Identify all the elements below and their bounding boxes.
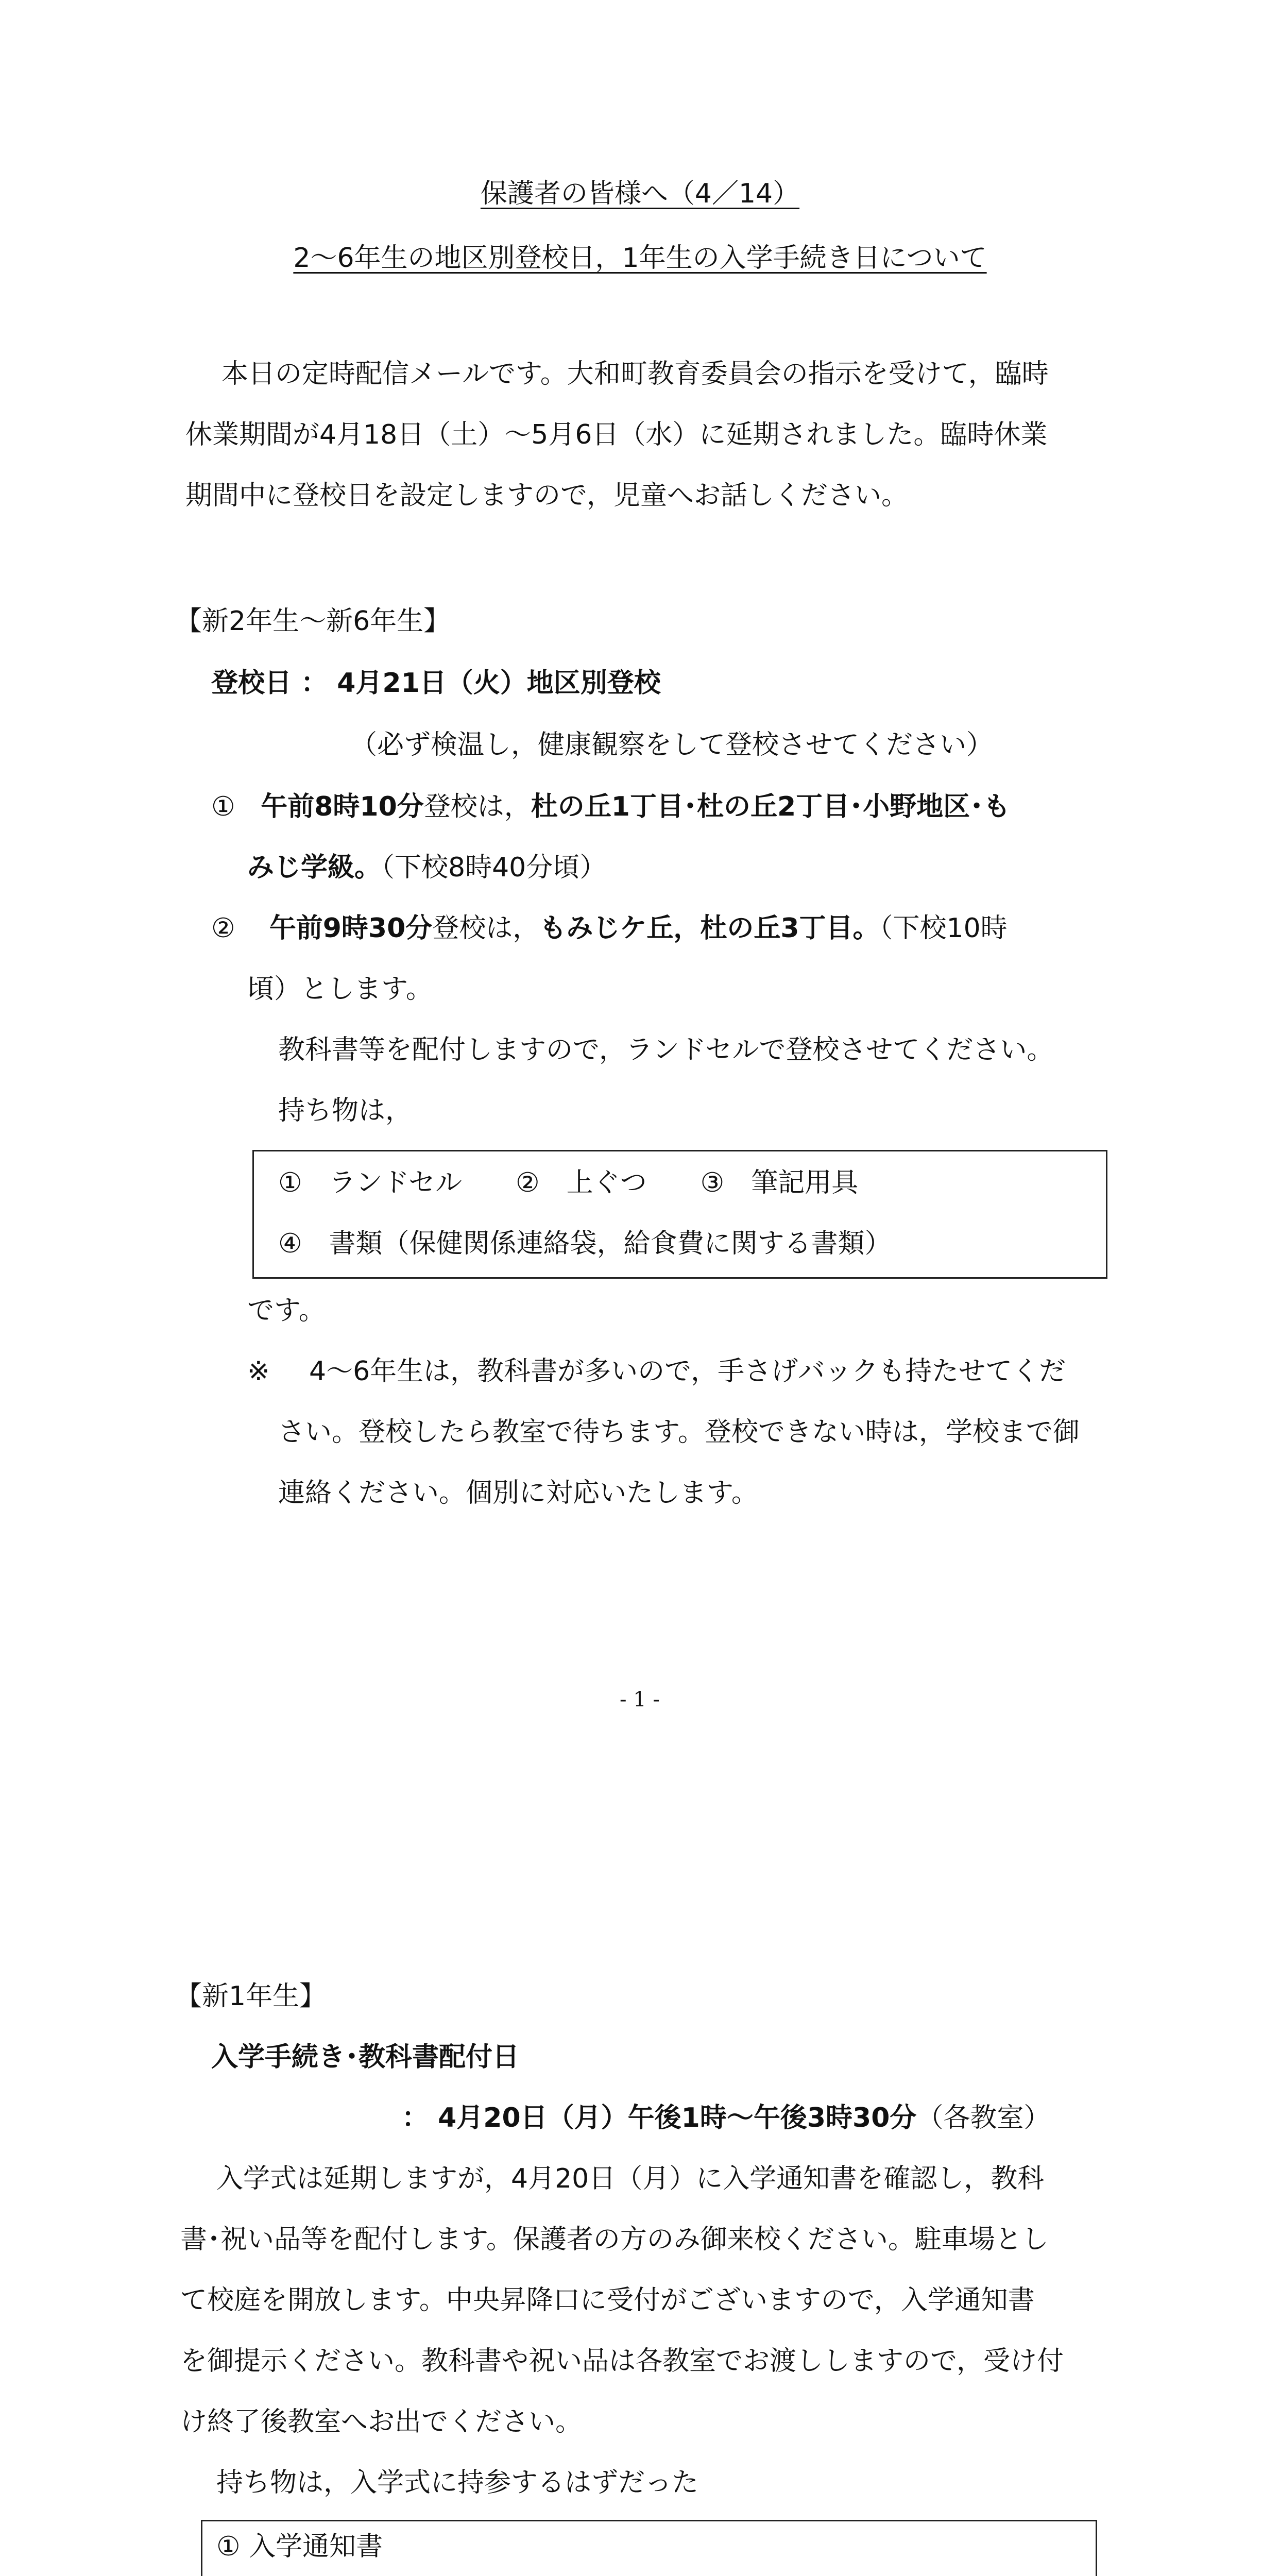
section-heading-grade-1: 【新1年生】 [175,1981,327,2012]
item-2-time: 午前9時30分 [269,913,433,944]
intro-line-3: 期間中に登校日を設定しますので，児童へお話しください。 [185,480,908,511]
belongings-label: 持ち物は， [278,1095,413,1126]
page-2 [0,1808,1280,2576]
grade-1-item-1: ① 入学通知書 [216,2531,383,2562]
item-2-line-1 [211,910,1008,947]
document-subtitle: 2～6年生の地区別登校日，1年生の入学手続き日について [293,243,987,274]
item-1-areas: 杜の丘1丁目･杜の丘2丁目･小野地区･も [531,791,1011,822]
document-title: 保護者の皆様へ（4／14） [480,178,800,209]
belongings-row-1: ① ランドセル ② 上ぐつ ③ 筆記用具 [278,1167,859,1198]
item-1-dismissal: （下校8時40分頃） [381,852,607,883]
item-1-number: ① [211,791,235,822]
body-line-5: け終了後教室へお出でください。 [180,2406,583,2437]
item-1-text: 登校は， [423,791,531,822]
belongings-label-grade-1: 持ち物は，入学式に持参するはずだった [216,2467,699,2498]
body-line-1: 入学式は延期しますが，4月20日（月）に入学通知書を確認し，教科 [216,2163,1045,2194]
intro-line-2: 休業期間が4月18日（土）～5月6日（水）に延期されました。臨時休業 [185,419,1048,450]
section-heading-grades-2-6: 【新2年生～新6年生】 [175,606,451,637]
textbook-note: 教科書等を配付しますので，ランドセルで登校させてください。 [278,1035,1054,1065]
intro-line-1: 本日の定時配信メールです。大和町教育委員会の指示を受けて，臨時 [221,359,1049,389]
item-2-number: ② [211,913,235,944]
procedure-datetime [402,2099,1050,2137]
item-1-time: 午前8時10分 [261,791,424,822]
belongings-row-2: ④ 書類（保健関係連絡袋，給食費に関する書類） [278,1228,892,1259]
note-line-1: 4～6年生は，教科書が多いので，手さげバックも持たせてくだ [309,1356,1066,1387]
procedure-time: ： 4月20日（月）午後1時～午後3時30分 [402,2103,917,2133]
item-1-line-2 [247,849,606,886]
desu: です。 [247,1295,326,1326]
school-day-note: （必ず検温し，健康観察をして登校させてください） [350,730,994,760]
note-mark: ※ [247,1356,270,1387]
item-2-line-2: 頃）とします。 [247,974,433,1005]
body-line-3: て校庭を開放します。中央昇降口に受付がございますので，入学通知書 [180,2285,1035,2316]
body-line-4: を御提示ください。教科書や祝い品は各教室でお渡ししますので，受け付 [180,2346,1064,2377]
note-line-2: さい。登校したら教室で待ちます。登校できない時は，学校まで御 [278,1417,1080,1448]
item-2-text: 登校は， [432,913,540,944]
item-2-dismissal: （下校10時 [879,913,1008,944]
procedure-place: （各教室） [916,2103,1051,2133]
page-number-1: - 1 - [620,1688,660,1711]
body-line-2: 書･祝い品等を配付します。保護者の方のみ御来校ください。駐車場とし [180,2224,1049,2255]
school-day: 登校日 ： 4月21日（火）地区別登校 [211,668,661,699]
note-line-3: 連絡ください。個別に対応いたします。 [278,1478,758,1509]
item-1-line-1 [211,788,1010,825]
item-1-areas-cont: みじ学級。 [247,852,382,883]
procedure-title: 入学手続き･教科書配付日 [211,2042,520,2073]
item-2-areas: もみじケ丘，杜の丘3丁目。 [539,913,880,944]
